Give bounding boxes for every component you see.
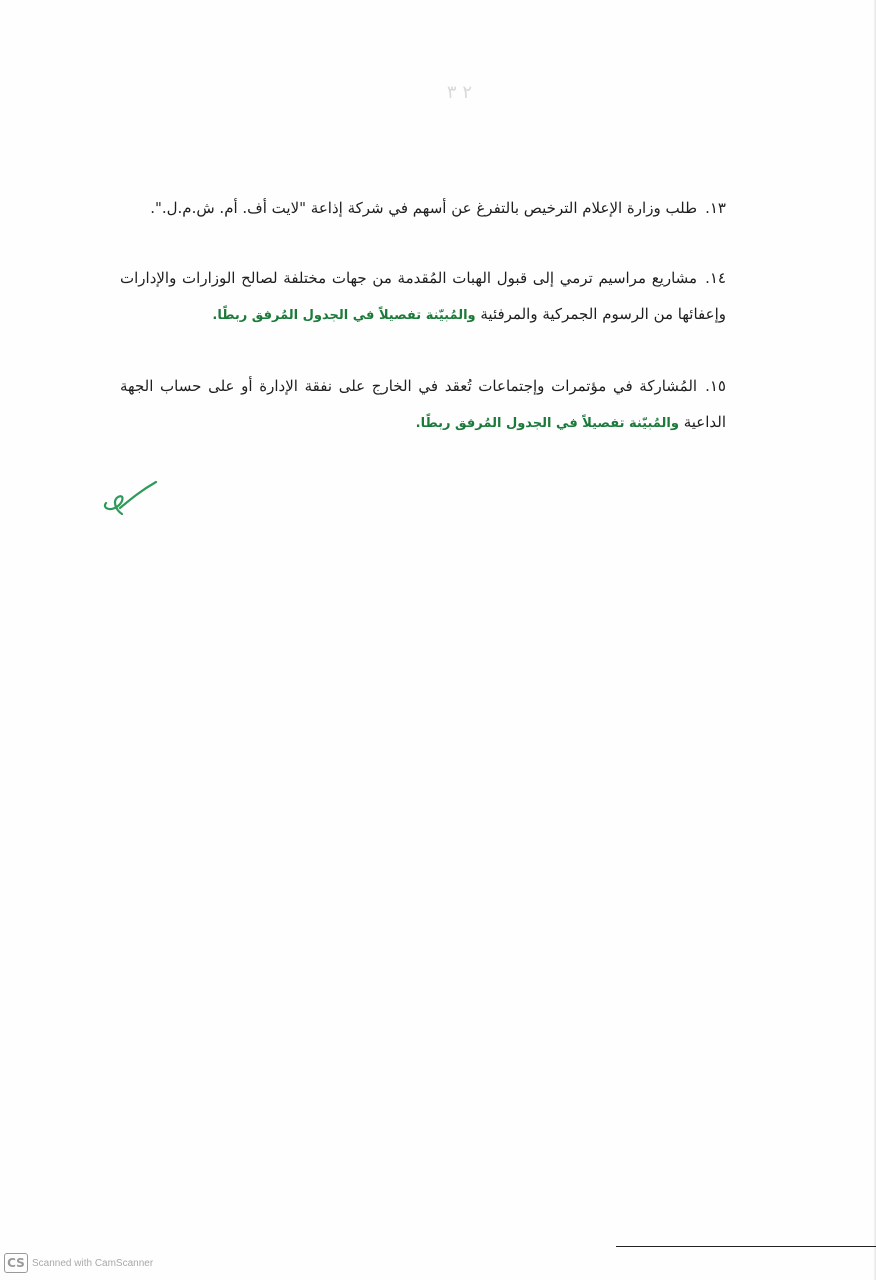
scanner-text: Scanned with CamScanner [32, 1257, 154, 1269]
item-text: طلب وزارة الإعلام الترخيص بالتفرغ عن أسهم في شركة إذاعة "لايت أف. أم. ش.م.ل.". [150, 199, 698, 217]
item-text: مشاريع مراسيم ترمي إلى قبول الهبات المُقدمة من جهات مختلفة لصالح الوزارات والإدارات وإعفائها من الرسوم الجمركية والمرفئية [120, 269, 726, 323]
list-item-15 [120, 368, 726, 442]
camscanner-logo-icon: CS [4, 1253, 28, 1273]
item-highlight-text: والمُبيّنة تفصيلاً في الجدول المُرفق ربطًا. [212, 308, 476, 323]
document-body [120, 190, 726, 476]
faint-page-mark: ٢ ٣ [446, 82, 472, 103]
list-item-14 [120, 260, 726, 334]
list-item-13 [120, 190, 726, 226]
item-number: ١٥. [705, 377, 726, 395]
footer-rule [616, 1246, 876, 1247]
item-text: المُشاركة في مؤتمرات وإجتماعات تُعقد في الخارج على نفقة الإدارة أو على حساب الجهة الداعية [120, 377, 726, 431]
item-highlight-text: والمُبيّنة تفصيلاً في الجدول المُرفق ربطًا. [415, 416, 679, 431]
scanner-watermark [4, 1253, 153, 1273]
handwritten-signature-icon [98, 470, 168, 520]
item-number: ١٤. [705, 269, 726, 287]
item-number: ١٣. [705, 199, 726, 217]
